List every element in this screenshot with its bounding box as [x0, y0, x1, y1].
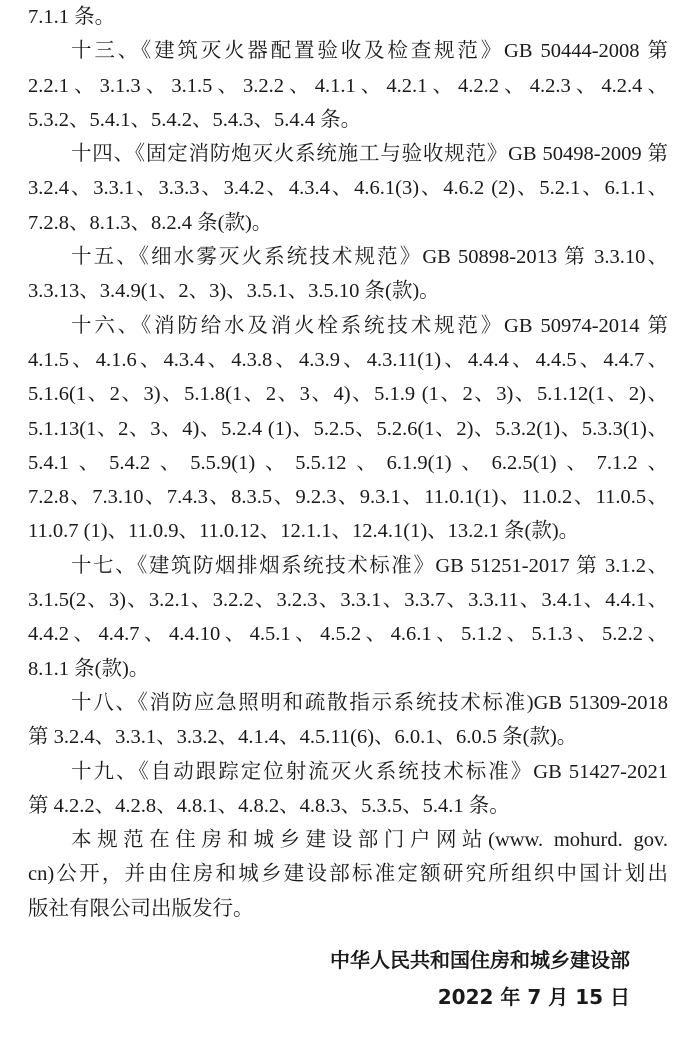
- document-body: [28, 0, 668, 926]
- text-line: cn)公开，并由住房和城乡建设部标准定额研究所组织中国计划出: [28, 863, 668, 886]
- text-line: 2.2.1、3.1.3、3.1.5、3.2.2、4.1.1、4.2.1、4.2.2、4.2.3、4.2.4、: [28, 74, 668, 97]
- text-line: 第 4.2.2、4.2.8、4.8.1、4.8.2、4.8.3、5.3.5、5.4.1 条。: [28, 794, 510, 817]
- text-line: 第 3.2.4、3.3.1、3.3.2、4.1.4、4.5.11(6)、6.0.1、6.0.5 条(款)。: [28, 726, 578, 749]
- text-line: 7.2.8、8.1.3、8.2.4 条(款)。: [28, 211, 273, 234]
- text-line: 11.0.7 (1)、11.0.9、11.0.12、12.1.1、12.4.1(1)、13.2.1 条(款)。: [28, 520, 580, 543]
- text-line: 十三、《建筑灭火器配置验收及检查规范》GB 50444-2008 第: [71, 40, 668, 63]
- text-line: 十六、《消防给水及消火栓系统技术规范》GB 50974-2014 第: [71, 314, 668, 337]
- text-line: 5.1.6(1、2、3)、5.1.8(1、2、3、4)、5.1.9 (1、2、3)、5.1.12(1、2)、: [28, 383, 668, 406]
- text-line: 7.2.8、7.3.10、7.4.3、8.3.5、9.2.3、9.3.1、11.0.1(1)、11.0.2、11.0.5、: [28, 486, 668, 509]
- text-line: 5.1.13(1、2、3、4)、5.2.4 (1)、5.2.5、5.2.6(1、2)、5.3.2(1)、5.3.3(1)、: [28, 417, 668, 440]
- text-line: 十四、《固定消防炮灭火系统施工与验收规范》GB 50498-2009 第: [71, 143, 668, 166]
- text-line: 版社有限公司出版发行。: [28, 897, 254, 920]
- text-line: 十七、《建筑防烟排烟系统技术标准》GB 51251-2017 第 3.1.2、: [71, 554, 668, 577]
- text-line: 3.1.5(2、3)、3.2.1、3.2.2、3.2.3、3.3.1、3.3.7、3.3.11、3.4.1、4.4.1、: [28, 589, 668, 612]
- text-line: 本规范在住房和城乡建设部门户网站(www. mohurd. gov.: [71, 829, 668, 852]
- text-line: 7.1.1 条。: [28, 6, 116, 28]
- text-line: 8.1.1 条(款)。: [28, 657, 150, 680]
- text-line: 5.4.1、5.4.2、5.5.9(1)、5.5.12、6.1.9(1)、6.2.5(1)、7.1.2、: [28, 451, 668, 474]
- text-line: 5.3.2、5.4.1、5.4.2、5.4.3、5.4.4 条。: [28, 108, 362, 131]
- signature-block: [330, 942, 630, 1016]
- text-line: 十九、《自动跟踪定位射流灭火系统技术标准》GB 51427-2021: [71, 760, 668, 783]
- text-line: 4.1.5、4.1.6、4.3.4、4.3.8、4.3.9、4.3.11(1)、4.4.4、4.4.5、4.4.7、: [28, 348, 668, 371]
- issuer: 中华人民共和国住房和城乡建设部: [330, 948, 630, 972]
- issue-date: 2022 年 7 月 15 日: [437, 985, 630, 1009]
- text-line: 3.3.13、3.4.9(1、2、3)、3.5.1、3.5.10 条(款)。: [28, 280, 440, 303]
- text-line: 十五、《细水雾灭火系统技术规范》GB 50898-2013 第 3.3.10、: [71, 246, 668, 269]
- text-line: 4.4.2、4.4.7、4.4.10、4.5.1、4.5.2、4.6.1、5.1.2、5.1.3、5.2.2、: [28, 623, 668, 646]
- text-line: 十八、《消防应急照明和疏散指示系统技术标准)GB 51309-2018: [71, 691, 668, 714]
- text-line: 3.2.4、3.3.1、3.3.3、3.4.2、4.3.4、4.6.1(3)、4.6.2 (2)、5.2.1、6.1.1、: [28, 177, 668, 200]
